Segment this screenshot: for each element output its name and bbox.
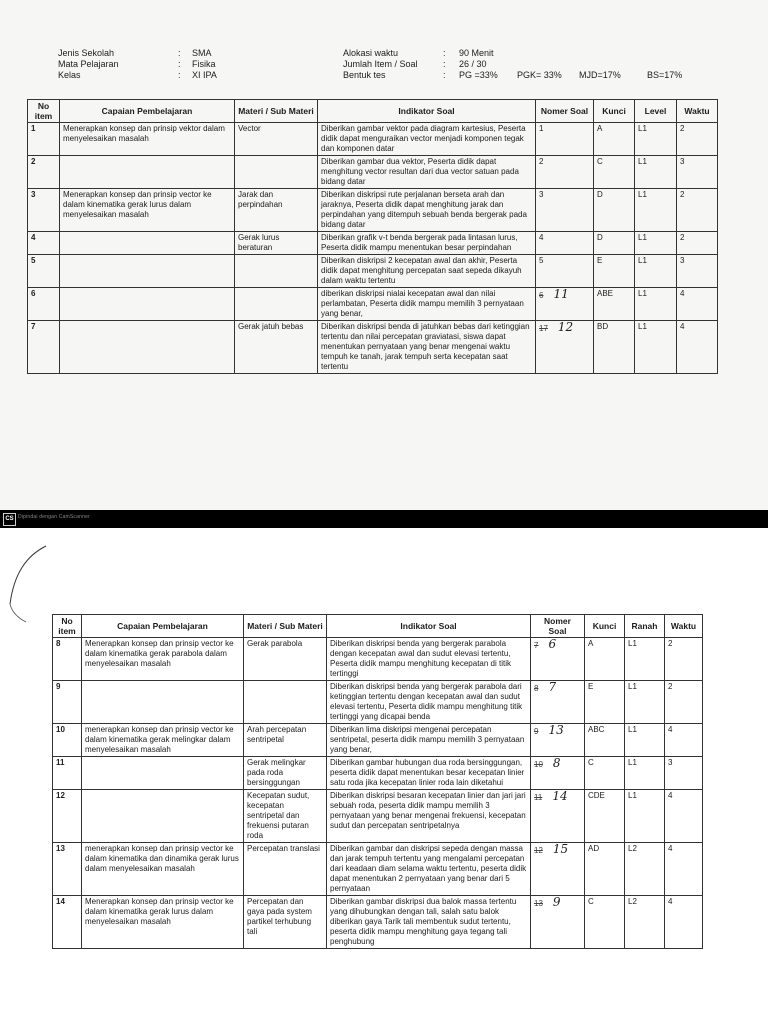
col-header-ranah: Ranah bbox=[625, 615, 665, 638]
cell-no-item: 1 bbox=[28, 123, 60, 156]
value: 90 Menit bbox=[459, 48, 494, 58]
nomer-printed: 6 bbox=[539, 291, 544, 300]
nomer-handwritten: 13 bbox=[548, 723, 564, 737]
cell-level: L2 bbox=[625, 843, 665, 896]
col-header-capaian: Capaian Pembelajaran bbox=[60, 100, 235, 123]
cell-level: L1 bbox=[625, 724, 665, 757]
cell-nomer-soal bbox=[536, 255, 594, 288]
value: XI IPA bbox=[192, 70, 217, 80]
cell-nomer-soal bbox=[536, 156, 594, 189]
header-row-mata-pelajaran bbox=[58, 59, 217, 70]
cell-capaian bbox=[82, 757, 244, 790]
cell-kunci: ABE bbox=[594, 288, 635, 321]
cell-waktu: 3 bbox=[677, 156, 718, 189]
cell-capaian: menerapkan konsep dan prinsip vector ke dalam kinematika dan dinamika gerak lurus dalam menyelesaikan masalah bbox=[82, 843, 244, 896]
nomer-printed: 8 bbox=[534, 684, 539, 693]
col-header-kunci: Kunci bbox=[585, 615, 625, 638]
cell-no-item: 8 bbox=[53, 638, 82, 681]
cell-indikator: Diberikan diskripsi 2 kecepatan awal dan akhir, Peserta didik dapat menghitung percepatan saat sepeda dikayuh dalam waktu tertentu bbox=[318, 255, 536, 288]
col-header-indikator: Indikator Soal bbox=[327, 615, 531, 638]
cell-no-item: 14 bbox=[53, 896, 82, 949]
cell-level: L1 bbox=[625, 638, 665, 681]
cell-kunci: D bbox=[594, 232, 635, 255]
cell-kunci: BD bbox=[594, 321, 635, 374]
header-row-jenis-sekolah bbox=[58, 48, 217, 59]
table-row bbox=[28, 189, 718, 232]
col-header-waktu: Waktu bbox=[665, 615, 703, 638]
table-row bbox=[28, 321, 718, 374]
nomer-printed: 12 bbox=[534, 846, 543, 855]
kisi-kisi-table-2 bbox=[52, 614, 703, 949]
nomer-printed: 17 bbox=[539, 324, 548, 333]
cell-indikator: Diberikan diskripsi besaran kecepatan linier dan jari jari sebuah roda, peserta didik mampu memilih 3 pernyataan yang benar mengenai frekuensi, kecepatan sudut dan percepatan sentripetalnya bbox=[327, 790, 531, 843]
table-row bbox=[28, 255, 718, 288]
cell-materi: Vector bbox=[235, 123, 318, 156]
col-header-level: Level bbox=[635, 100, 677, 123]
cell-no-item: 10 bbox=[53, 724, 82, 757]
cell-level: L1 bbox=[625, 681, 665, 724]
cell-indikator: Diberikan gambar hubungan dua roda bersinggungan, peserta didik dapat menentukan besar kecepatan linier satu roda jika kecepatan linier roda lain diketahui bbox=[327, 757, 531, 790]
col-header-nomer-soal: Nomer Soal bbox=[531, 615, 585, 638]
colon: : bbox=[178, 48, 181, 58]
cell-materi bbox=[235, 255, 318, 288]
label: Alokasi waktu bbox=[343, 48, 399, 58]
table-row bbox=[28, 123, 718, 156]
cell-waktu: 3 bbox=[665, 757, 703, 790]
cell-materi: Gerak parabola bbox=[244, 638, 327, 681]
table-row bbox=[53, 757, 703, 790]
cell-materi: Arah percepatan sentripetal bbox=[244, 724, 327, 757]
cell-materi: Jarak dan perpindahan bbox=[235, 189, 318, 232]
cell-indikator: Diberikan gambar diskripsi dua balok massa tertentu yang dihubungkan dengan tali, salah satu balok diberikan gaya Tarik tali membentuk sudut tertentu, peserta didik mampu menghitung gaya tegang tali penghubung bbox=[327, 896, 531, 949]
nomer-printed: 2 bbox=[539, 157, 544, 166]
colon: : bbox=[178, 70, 181, 80]
header-row-bentuk-tes bbox=[343, 70, 682, 81]
header-left bbox=[58, 48, 217, 81]
cell-kunci: D bbox=[594, 189, 635, 232]
cell-kunci: A bbox=[594, 123, 635, 156]
cell-waktu: 2 bbox=[677, 189, 718, 232]
cell-waktu: 3 bbox=[677, 255, 718, 288]
cell-kunci: A bbox=[585, 638, 625, 681]
cell-materi bbox=[235, 288, 318, 321]
cell-level: L1 bbox=[625, 757, 665, 790]
cell-nomer-soal bbox=[536, 288, 594, 321]
cell-level: L1 bbox=[635, 156, 677, 189]
cell-nomer-soal bbox=[531, 896, 585, 949]
cell-waktu: 4 bbox=[677, 288, 718, 321]
cell-level: L1 bbox=[635, 288, 677, 321]
cell-indikator: Diberikan diskripsi benda yang bergerak parabola dengan kecepatan awal dan sudut elevasi tertentu, Peserta didik mampu menghitung kecepatan di titik tertinggi bbox=[327, 638, 531, 681]
colon: : bbox=[178, 59, 181, 69]
cell-nomer-soal bbox=[531, 843, 585, 896]
cell-waktu: 2 bbox=[677, 232, 718, 255]
table-row bbox=[53, 724, 703, 757]
cell-level: L1 bbox=[635, 255, 677, 288]
kisi-kisi-table-1 bbox=[27, 99, 718, 374]
cell-waktu: 4 bbox=[665, 896, 703, 949]
label: Mata Pelajaran bbox=[58, 59, 119, 69]
cell-capaian: menerapkan konsep dan prinsip vector ke dalam kinematika gerak melingkar dalam menyelesaikan masalah bbox=[82, 724, 244, 757]
cell-nomer-soal bbox=[536, 232, 594, 255]
cell-no-item: 6 bbox=[28, 288, 60, 321]
cell-materi: Gerak lurus beraturan bbox=[235, 232, 318, 255]
nomer-printed: 3 bbox=[539, 190, 544, 199]
cell-indikator: Diberikan gambar dan diskripsi sepeda dengan massa dan jarak tempuh tertentu yang mengalami percepatan dari keadaan diam selama waktu tertentu, peserta didik dapat menentukan 2 pernyataan yang benar dari 5 pernyataan bbox=[327, 843, 531, 896]
col-header-no-item: No item bbox=[53, 615, 82, 638]
nomer-printed: 13 bbox=[534, 899, 543, 908]
cell-capaian bbox=[60, 288, 235, 321]
col-header-indikator: Indikator Soal bbox=[318, 100, 536, 123]
cell-nomer-soal bbox=[536, 123, 594, 156]
camscanner-text: Dipindai dengan CamScanner bbox=[18, 514, 90, 520]
cell-materi bbox=[235, 156, 318, 189]
table-row bbox=[53, 790, 703, 843]
cell-indikator: Diberikan gambar vektor pada diagram kartesius, Peserta didik dapat menguraikan vector menjadi komponen tegak dan komponen datar bbox=[318, 123, 536, 156]
cell-capaian bbox=[60, 156, 235, 189]
table-header-row bbox=[28, 100, 718, 123]
nomer-printed: 4 bbox=[539, 233, 544, 242]
nomer-printed: 10 bbox=[534, 760, 543, 769]
nomer-handwritten: 9 bbox=[552, 895, 561, 909]
cell-materi: Gerak melingkar pada roda bersinggungan bbox=[244, 757, 327, 790]
cell-waktu: 2 bbox=[677, 123, 718, 156]
cell-kunci: C bbox=[585, 757, 625, 790]
table-row bbox=[53, 896, 703, 949]
col-header-kunci: Kunci bbox=[594, 100, 635, 123]
cell-waktu: 4 bbox=[665, 724, 703, 757]
table-row bbox=[53, 638, 703, 681]
cell-indikator: Diberikan diskripsi benda di jatuhkan bebas dari ketinggian tertentu dan nilai percepatan graviatasi, siswa dapat menentukan pernyataan yang benar mengenai waktu tempuh ke tanah, jarak tempuh serta kecepatan saat tertentu bbox=[318, 321, 536, 374]
col-header-nomer-soal: Nomer Soal bbox=[536, 100, 594, 123]
table-row bbox=[28, 288, 718, 321]
cell-capaian bbox=[82, 681, 244, 724]
col-header-waktu: Waktu bbox=[677, 100, 718, 123]
cell-materi bbox=[244, 681, 327, 724]
camscanner-bar bbox=[0, 510, 768, 528]
cell-kunci: E bbox=[594, 255, 635, 288]
page-curl-mark bbox=[6, 544, 48, 624]
cell-kunci: ABC bbox=[585, 724, 625, 757]
cell-nomer-soal bbox=[531, 790, 585, 843]
table-row bbox=[53, 843, 703, 896]
cell-materi: Percepatan translasi bbox=[244, 843, 327, 896]
cell-materi: Percepatan dan gaya pada system partikel terhubung tali bbox=[244, 896, 327, 949]
nomer-printed: 7 bbox=[534, 641, 539, 650]
nomer-handwritten: 12 bbox=[557, 320, 574, 334]
cell-nomer-soal bbox=[531, 757, 585, 790]
table-body bbox=[28, 123, 718, 374]
table-header-row bbox=[53, 615, 703, 638]
cell-level: L1 bbox=[635, 189, 677, 232]
cell-nomer-soal bbox=[531, 724, 585, 757]
label: Kelas bbox=[58, 70, 81, 80]
cell-no-item: 9 bbox=[53, 681, 82, 724]
cell-kunci: E bbox=[585, 681, 625, 724]
colon: : bbox=[443, 48, 446, 58]
cell-indikator: Diberikan diskripsi benda yang bergerak parabola dari ketinggian tertentu dengan kecepatan awal dan sudut elevasi tertentu, Peserta didik mampu menghitung titik tertinggi yang dicapai benda bbox=[327, 681, 531, 724]
nomer-printed: 1 bbox=[539, 124, 544, 133]
nomer-handwritten: 6 bbox=[548, 637, 557, 651]
cell-level: L1 bbox=[635, 123, 677, 156]
cell-capaian: Menerapkan konsep dan prinsip vector ke dalam kinematika gerak lurus dalam menyelesaikan masalah bbox=[60, 189, 235, 232]
cell-waktu: 4 bbox=[677, 321, 718, 374]
cell-no-item: 2 bbox=[28, 156, 60, 189]
cell-no-item: 11 bbox=[53, 757, 82, 790]
cell-no-item: 3 bbox=[28, 189, 60, 232]
nomer-printed: 11 bbox=[534, 793, 543, 802]
cell-kunci: CDE bbox=[585, 790, 625, 843]
cell-capaian: Menerapkan konsep dan prinsip vektor dalam menyelesaikan masalah bbox=[60, 123, 235, 156]
value: Fisika bbox=[192, 59, 216, 69]
cell-no-item: 7 bbox=[28, 321, 60, 374]
cell-indikator: Diberikan grafik v-t benda bergerak pada lintasan lurus, Peserta didik mampu menentukan besar perpindahan bbox=[318, 232, 536, 255]
cell-level: L2 bbox=[625, 896, 665, 949]
table-row bbox=[28, 232, 718, 255]
nomer-handwritten: 15 bbox=[552, 842, 569, 856]
cell-level: L1 bbox=[625, 790, 665, 843]
cell-nomer-soal bbox=[531, 638, 585, 681]
cell-kunci: AD bbox=[585, 843, 625, 896]
cell-waktu: 2 bbox=[665, 638, 703, 681]
colon: : bbox=[443, 59, 446, 69]
cell-waktu: 2 bbox=[665, 681, 703, 724]
camscanner-logo: CS bbox=[3, 513, 16, 526]
bentuk-mjd: MJD=17% bbox=[579, 70, 621, 80]
cell-nomer-soal bbox=[536, 189, 594, 232]
label: Jumlah Item / Soal bbox=[343, 59, 418, 69]
scan-page-1 bbox=[0, 0, 768, 510]
cell-indikator: Diberikan lima diskripsi mengenai percepatan sentripetal, peserta didik mampu memilih 3 pernyataan yang benar, bbox=[327, 724, 531, 757]
nomer-handwritten: 14 bbox=[552, 789, 568, 803]
table-row bbox=[28, 156, 718, 189]
label: Bentuk tes bbox=[343, 70, 386, 80]
cell-indikator: Diberikan gambar dua vektor, Peserta didik dapat menghitung vector resultan dari dua vector satuan pada bidang datar bbox=[318, 156, 536, 189]
cell-waktu: 4 bbox=[665, 843, 703, 896]
col-header-no-item: No item bbox=[28, 100, 60, 123]
cell-no-item: 12 bbox=[53, 790, 82, 843]
cell-capaian: Menerapkan konsep dan prinsip vector ke dalam kinematika gerak lurus dalam menyelesaikan masalah bbox=[82, 896, 244, 949]
cell-no-item: 13 bbox=[53, 843, 82, 896]
cell-nomer-soal bbox=[531, 681, 585, 724]
cell-materi: Kecepatan sudut, kecepatan sentripetal dan frekuensi putaran roda bbox=[244, 790, 327, 843]
cell-capaian bbox=[60, 255, 235, 288]
cell-capaian bbox=[60, 321, 235, 374]
cell-materi: Gerak jatuh bebas bbox=[235, 321, 318, 374]
cell-kunci: C bbox=[585, 896, 625, 949]
bentuk-pg: PG =33% bbox=[459, 70, 498, 80]
nomer-handwritten: 7 bbox=[548, 680, 557, 694]
cell-no-item: 5 bbox=[28, 255, 60, 288]
header-row-jumlah-item bbox=[343, 59, 682, 70]
cell-capaian bbox=[60, 232, 235, 255]
colon: : bbox=[443, 70, 446, 80]
cell-kunci: C bbox=[594, 156, 635, 189]
header-row-kelas bbox=[58, 70, 217, 81]
table-row bbox=[53, 681, 703, 724]
cell-indikator: Diberikan diskripsi rute perjalanan berseta arah dan jaraknya, Peserta didik dapat menghitung jarak dan perpindahan yang ditempuh sebuah benda bergerak pada bidang datar bbox=[318, 189, 536, 232]
col-header-materi: Materi / Sub Materi bbox=[244, 615, 327, 638]
value: 26 / 30 bbox=[459, 59, 487, 69]
col-header-capaian: Capaian Pembelajaran bbox=[82, 615, 244, 638]
header-right bbox=[343, 48, 682, 81]
nomer-printed: 9 bbox=[534, 727, 539, 736]
nomer-handwritten: 8 bbox=[552, 756, 561, 770]
table-body bbox=[53, 638, 703, 949]
cell-indikator: diberikan diskripsi nialai kecepatan awal dan nilai perlambatan, Peserta didik mampu memilih 3 pernyataan yang benar, bbox=[318, 288, 536, 321]
value: SMA bbox=[192, 48, 212, 58]
nomer-handwritten: 11 bbox=[553, 287, 569, 301]
cell-capaian: Menerapkan konsep dan prinsip vector ke dalam kinematika gerak parabola dalam menyelesaikan masalah bbox=[82, 638, 244, 681]
cell-level: L1 bbox=[635, 321, 677, 374]
bentuk-bs: BS=17% bbox=[647, 70, 683, 80]
cell-capaian bbox=[82, 790, 244, 843]
label: Jenis Sekolah bbox=[58, 48, 115, 58]
nomer-printed: 5 bbox=[539, 256, 544, 265]
cell-nomer-soal bbox=[536, 321, 594, 374]
cell-waktu: 4 bbox=[665, 790, 703, 843]
col-header-materi: Materi / Sub Materi bbox=[235, 100, 318, 123]
header-row-alokasi-waktu bbox=[343, 48, 682, 59]
cell-no-item: 4 bbox=[28, 232, 60, 255]
cell-level: L1 bbox=[635, 232, 677, 255]
bentuk-pgk: PGK= 33% bbox=[517, 70, 562, 80]
